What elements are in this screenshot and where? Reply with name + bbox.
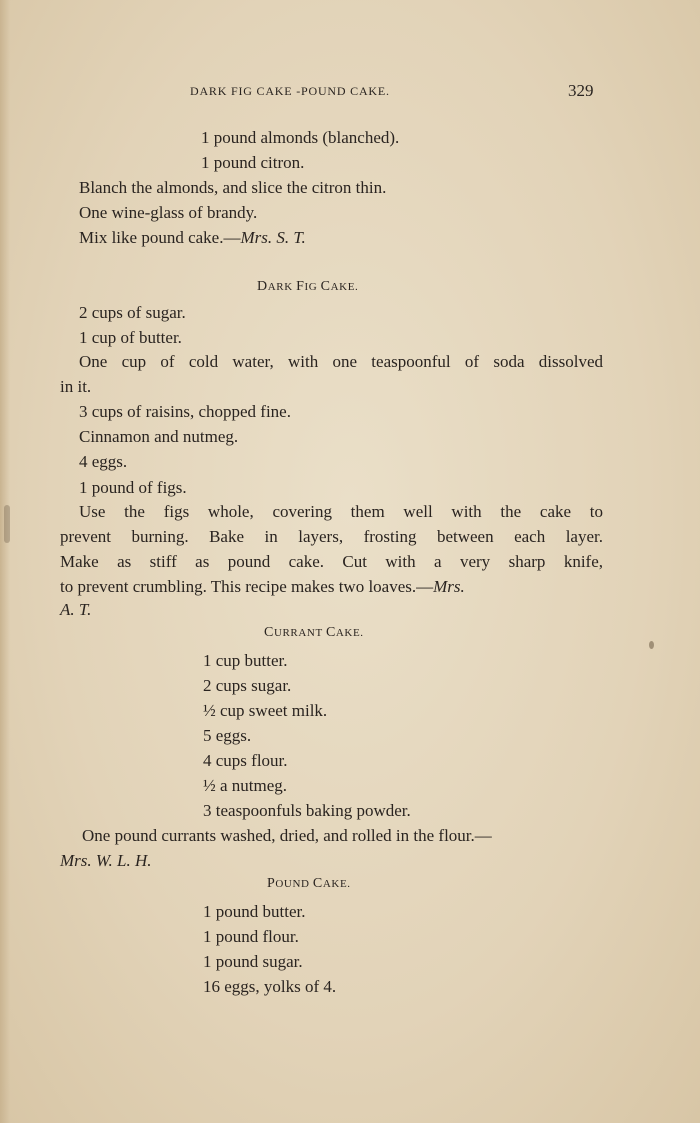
- text-line: [60, 552, 603, 572]
- heading-part: D: [257, 279, 268, 294]
- text-line-content: Make as stiff as pound cake. Cut with a very sharp knife,: [60, 552, 603, 571]
- text-line: [79, 303, 186, 323]
- text-line: [60, 377, 91, 397]
- text-line: [60, 851, 151, 871]
- text-line-content: One wine-glass of brandy.: [79, 203, 258, 222]
- text-line-content: One pound currants washed, dried, and rolled in the flour.—: [82, 826, 492, 845]
- text-line-content: Blanch the almonds, and slice the citron thin.: [79, 178, 387, 197]
- heading-part: AKE.: [322, 878, 351, 890]
- text-line-content: 4 eggs.: [79, 452, 128, 471]
- text-line: [79, 402, 291, 422]
- text-line-content: 2 cups sugar.: [203, 676, 292, 695]
- text-line-content: ½ cup sweet milk.: [203, 701, 328, 720]
- text-line: [203, 977, 336, 997]
- text-line-content: 2 cups of sugar.: [79, 303, 186, 322]
- text-line: [203, 801, 411, 821]
- heading-part: C: [320, 279, 331, 294]
- text-line-content: ½ a nutmeg.: [203, 776, 288, 795]
- text-line-content: One cup of cold water, with one teaspoonful of soda dissolved: [79, 352, 603, 371]
- text-line-content: in it.: [60, 377, 92, 396]
- heading-part: P: [267, 876, 276, 891]
- text-line-content: 4 cups flour.: [203, 751, 288, 770]
- text-line: [60, 527, 603, 547]
- text-line-content: 16 eggs, yolks of 4.: [203, 977, 337, 996]
- text-line: [203, 726, 251, 746]
- text-line: [201, 128, 399, 148]
- paper-blemish: [4, 505, 10, 543]
- text-line: [201, 153, 304, 173]
- text-line: [79, 478, 187, 498]
- recipe-heading: [267, 874, 351, 894]
- text-line-content: 1 cup of butter.: [79, 328, 182, 347]
- heading-part: C: [325, 625, 336, 640]
- text-line: [203, 776, 287, 796]
- heading-part: IG: [304, 281, 321, 293]
- text-line: [203, 676, 291, 696]
- text-line: [203, 927, 299, 947]
- text-line-content: 1 pound flour.: [203, 927, 299, 946]
- text-line: [79, 228, 306, 248]
- text-line: [203, 952, 303, 972]
- heading-part: F: [296, 279, 305, 294]
- text-line: [79, 328, 182, 348]
- text-line: [203, 701, 327, 721]
- text-line-content: 1 pound sugar.: [203, 952, 303, 971]
- heading-part: ARK: [267, 281, 297, 293]
- heading-part: C: [312, 876, 323, 891]
- text-line-content: Use the figs whole, covering them well with the cake to: [79, 502, 603, 521]
- recipe-attribution: Mrs.: [433, 577, 465, 596]
- text-line-content: 1 pound almonds (blanched).: [201, 128, 400, 147]
- page-number: 329: [568, 81, 594, 100]
- recipe-heading: [264, 623, 364, 643]
- text-line-content: prevent burning. Bake in layers, frosting between each layer.: [60, 527, 603, 546]
- text-line: [79, 427, 238, 447]
- text-line-content: 1 cup butter.: [203, 651, 288, 670]
- text-line: [60, 600, 91, 620]
- text-line-content: 3 cups of raisins, chopped fine.: [79, 402, 291, 421]
- text-line-content: 1 pound butter.: [203, 902, 306, 921]
- recipe-attribution: A. T.: [60, 600, 92, 619]
- heading-part: OUND: [275, 878, 313, 890]
- text-line: [60, 577, 465, 597]
- heading-part: C: [264, 625, 274, 640]
- heading-part: URRANT: [273, 627, 326, 639]
- text-line-content: to prevent crumbling. This recipe makes two loaves.—: [60, 577, 434, 596]
- text-line: [203, 902, 305, 922]
- heading-part: AKE.: [335, 627, 364, 639]
- text-line: [79, 502, 603, 522]
- text-line: [203, 751, 288, 771]
- text-line: [82, 826, 492, 846]
- text-line-content: 5 eggs.: [203, 726, 252, 745]
- text-line-content: Cinnamon and nutmeg.: [79, 427, 239, 446]
- text-line: [79, 352, 603, 372]
- recipe-attribution: Mrs. S. T.: [240, 228, 306, 247]
- recipe-attribution: Mrs. W. L. H.: [60, 851, 152, 870]
- text-line: [203, 651, 288, 671]
- recipe-heading: [257, 277, 358, 297]
- running-header: DARK FIG CAKE -POUND CAKE.: [190, 84, 390, 98]
- heading-part: AKE.: [330, 281, 359, 293]
- text-line-content: 1 pound of figs.: [79, 478, 187, 497]
- page-binding-shadow: [0, 0, 10, 1123]
- text-line-content: Mix like pound cake.—: [79, 228, 241, 247]
- text-line: [79, 452, 127, 472]
- paper-blemish: [649, 641, 654, 649]
- text-line-content: 1 pound citron.: [201, 153, 305, 172]
- text-line-content: 3 teaspoonfuls baking powder.: [203, 801, 411, 820]
- text-line: [79, 178, 386, 198]
- text-line: [79, 203, 257, 223]
